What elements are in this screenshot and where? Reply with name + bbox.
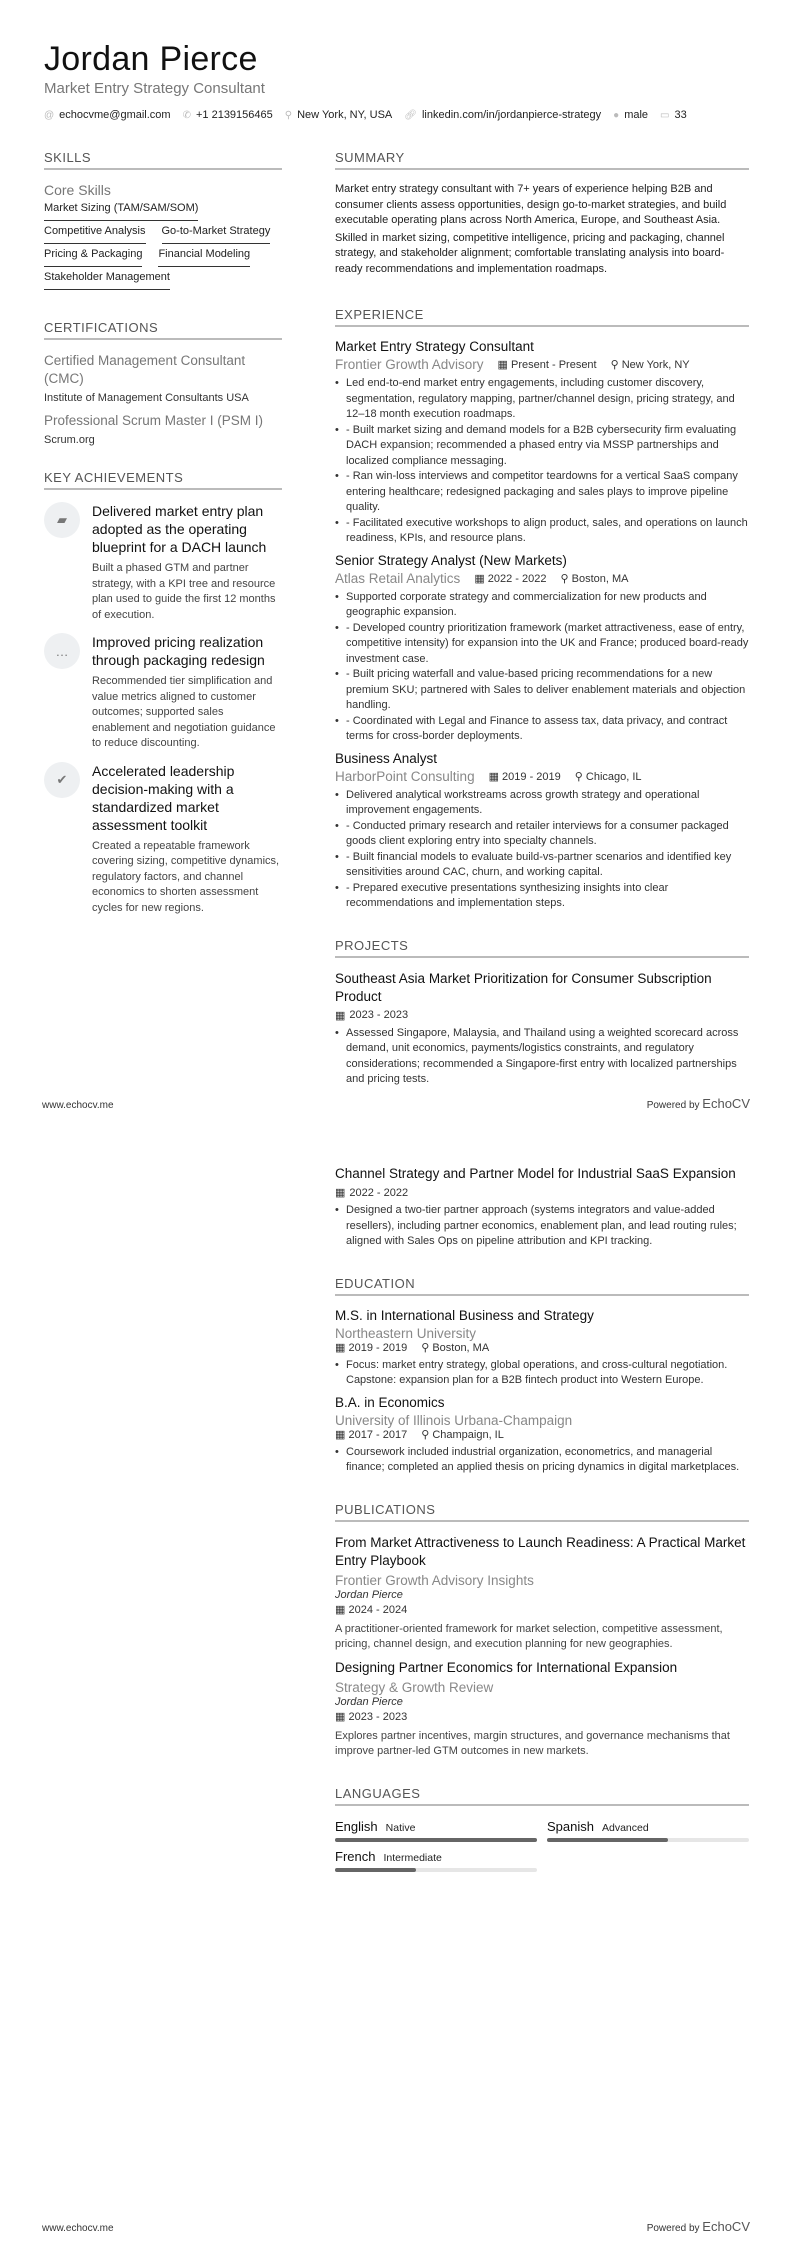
certification-name: Certified Management Consultant (CMC): [44, 353, 246, 386]
job-item: [335, 553, 749, 745]
bullet-list: [335, 1358, 749, 1389]
bullet-item: • - Built market sizing and demand models for a B2B cybersecurity firm evaluating DACH expansion; recommended a phased entry via MSSP partnerships and localized compliance messaging.: [335, 423, 749, 470]
contact-age: ▭ 33: [660, 109, 687, 121]
achievement-title: Delivered market entry plan adopted as the operating blueprint for a DACH launch: [92, 503, 267, 555]
education-item: [335, 1395, 749, 1476]
summary-text: Market entry strategy consultant with 7+ years of experience helping B2B and consumer clients assess opportunities, design go-to-market strategies, and build executable operating plans across North America, Europe, and Southeast Asia.: [335, 183, 727, 226]
project-item: [335, 970, 749, 1088]
language-item: [547, 1818, 749, 1842]
job-title: Business Analyst: [335, 750, 438, 766]
location: Champaign, IL: [432, 1428, 504, 1441]
achievements-heading: KEY ACHIEVEMENTS: [44, 470, 282, 490]
contact-row: [44, 109, 687, 121]
echocv-logo: EchoCV: [702, 2219, 750, 2234]
job-title: Market Entry Strategy Consultant: [335, 339, 534, 354]
location-icon: ⚲: [560, 572, 569, 585]
language-level: Native: [385, 1821, 416, 1834]
achievement-title: Improved pricing realization through packaging redesign: [92, 634, 265, 668]
bullet-item: • - Developed country prioritization framework (market attractiveness, ease of entry, competitive intensity) for expansion into the UK and France; produced board-ready investment case.: [335, 621, 749, 668]
degree: B.A. in Economics: [335, 1394, 445, 1410]
project-title: Channel Strategy and Partner Model for Industrial SaaS Expansion: [335, 1166, 736, 1181]
bullet-item: • Coursework included industrial organization, econometrics, and managerial finance; completed an applied thesis on pricing dynamics in digital marketplaces.: [335, 1445, 749, 1476]
footer-powered-by[interactable]: Powered by EchoCV: [646, 1096, 750, 1111]
meta-row: [335, 1710, 749, 1723]
summary-heading: SUMMARY: [335, 150, 749, 170]
calendar-icon: ▦: [335, 1009, 346, 1022]
skill-tag: Financial Modeling: [158, 248, 250, 267]
location-icon: ⚲: [284, 110, 293, 121]
achievement-desc: Built a phased GTM and partner strategy, with a KPI tree and resource plan used to guide the first 12 months of execution.: [92, 562, 276, 621]
company-name: HarborPoint Consulting: [335, 768, 475, 784]
footer-site-link[interactable]: www.echocv.me: [42, 2223, 114, 2234]
chat-icon: …: [44, 633, 80, 669]
project-item: [335, 1165, 749, 1250]
skill-tag: Market Sizing (TAM/SAM/SOM): [44, 202, 198, 221]
contact-email[interactable]: @ echocvme@gmail.com: [44, 109, 171, 121]
location-icon: ⚲: [421, 1428, 430, 1441]
contact-gender: ● male: [613, 109, 649, 121]
bullet-list: [335, 1445, 749, 1476]
certification-item: [44, 412, 282, 446]
skills-list: [44, 202, 282, 290]
language-level-fill: [335, 1838, 537, 1842]
publications-heading: PUBLICATIONS: [335, 1502, 749, 1522]
education-item: [335, 1308, 749, 1389]
bullet-item: • Supported corporate strategy and commercialization for new products and geographic expansion.: [335, 590, 749, 621]
job-title: Senior Strategy Analyst (New Markets): [335, 552, 567, 568]
calendar-icon: ▦: [497, 359, 508, 371]
achievement-item: [44, 762, 282, 917]
footer-site-link[interactable]: www.echocv.me: [42, 1100, 114, 1111]
calendar-icon: ▦: [335, 1603, 346, 1616]
at-icon: @: [44, 110, 55, 121]
phone-icon: ✆: [182, 110, 191, 121]
bullet-item: • Focus: market entry strategy, global operations, and cross-cultural negotiation. Capstone: expansion plan for a B2B fintech product into Western Europe.: [335, 1358, 749, 1389]
languages-list: [335, 1818, 749, 1872]
bullet-item: • - Facilitated executive workshops to align product, sales, and operations on launch readiness, KPIs, and resource plans.: [335, 516, 749, 547]
bullet-item: • - Prepared executive presentations synthesizing insights into clear recommendations and implementation steps.: [335, 881, 749, 912]
bullet-item: • - Conducted primary research and retailer interviews for a consumer packaged goods client exploring entry into specialty channels.: [335, 819, 749, 850]
dates: 2024 - 2024: [348, 1603, 408, 1616]
project-dates: 2022 - 2022: [349, 1186, 409, 1199]
echocv-logo: EchoCV: [702, 1096, 750, 1111]
company-name: Frontier Growth Advisory: [335, 357, 484, 372]
right-column-page-2: [335, 1165, 749, 1872]
project-bullet: • Designed a two-tier partner approach (systems integrators and value-added resellers), including partner economics, enablement plan, and lead routing rules; aligned with Sales Ops on pipeline attribution and KPI tracking.: [335, 1203, 749, 1250]
language-level-bar: [335, 1868, 537, 1872]
publication-author: Jordan Pierce: [335, 1588, 403, 1601]
certification-issuer: Scrum.org: [44, 434, 95, 446]
calendar-icon: ▭: [660, 110, 670, 121]
certification-item: [44, 352, 282, 404]
page-2: [0, 1123, 794, 2246]
calendar-icon: ▦: [474, 572, 485, 585]
skill-tag: Go-to-Market Strategy: [162, 225, 271, 244]
calendar-icon: ▦: [335, 1428, 346, 1441]
achievement-title: Accelerated leadership decision-making with a standardized market assessment toolkit: [92, 762, 235, 833]
project-title: Southeast Asia Market Prioritization for Consumer Subscription Product: [335, 970, 712, 1004]
location-icon: ⚲: [574, 770, 583, 783]
projects-heading: PROJECTS: [335, 938, 749, 958]
calendar-icon: ▦: [488, 770, 499, 783]
dates: 2017 - 2017: [348, 1428, 408, 1441]
certification-issuer: Institute of Management Consultants USA: [44, 392, 249, 404]
publication-item: [335, 1534, 749, 1653]
skills-group-title: Core Skills: [44, 182, 111, 198]
candidate-title: Market Entry Strategy Consultant: [44, 80, 265, 97]
calendar-icon: ▦: [335, 1341, 346, 1354]
language-level-bar: [547, 1838, 749, 1842]
location-icon: ⚲: [421, 1341, 430, 1354]
job-dates: 2022 - 2022: [487, 572, 547, 585]
language-item: [335, 1848, 537, 1872]
candidate-name: Jordan Pierce: [44, 40, 258, 78]
language-name: Spanish: [547, 1818, 594, 1834]
company-name: Atlas Retail Analytics: [335, 570, 461, 586]
bullet-item: • - Built pricing waterfall and value-based pricing recommendations for a new premium SKU; partnered with Sales to deliver enablement materials and objection handling.: [335, 667, 749, 714]
publisher: Strategy & Growth Review: [335, 1679, 494, 1695]
publication-author: Jordan Pierce: [335, 1695, 403, 1708]
school: University of Illinois Urbana-Champaign: [335, 1412, 573, 1428]
publisher: Frontier Growth Advisory Insights: [335, 1572, 534, 1588]
summary-text-2: Skilled in market sizing, competitive intelligence, pricing and packaging, channel strategy, and stakeholder alignment; comfortable translating analysis into board-ready recommendations and implementation roadmaps.: [335, 231, 725, 275]
dates: 2023 - 2023: [348, 1710, 408, 1723]
bullet-item: • Delivered analytical workstreams across growth strategy and operational improvement engagements.: [335, 788, 749, 819]
contact-location: ⚲ New York, NY, USA: [284, 109, 393, 121]
achievement-item: [44, 502, 282, 623]
skills-heading: SKILLS: [44, 150, 282, 170]
publication-desc: A practitioner-oriented framework for market selection, competitive assessment, pricing, channel design, and execution planning for new geographies.: [335, 1622, 723, 1650]
language-name: English: [335, 1818, 378, 1834]
location: Boston, MA: [432, 1341, 490, 1354]
achievement-item: [44, 633, 282, 752]
right-column: [335, 150, 749, 1094]
link-icon: 🔗︎: [404, 110, 417, 121]
skill-tag: Pricing & Packaging: [44, 248, 142, 267]
languages-heading: LANGUAGES: [335, 1786, 749, 1806]
bullet-list: [335, 376, 749, 547]
achievement-desc: Recommended tier simplification and value metrics aligned to customer outcomes; supported sales enablement and negotiation guidance to reduce discounting.: [92, 675, 276, 749]
job-dates: Present - Present: [511, 359, 597, 371]
calendar-icon: ▦: [335, 1187, 346, 1199]
job-dates: 2019 - 2019: [502, 770, 561, 783]
project-dates: 2023 - 2023: [349, 1009, 409, 1021]
calendar-icon: ▦: [335, 1710, 346, 1723]
education-heading: EDUCATION: [335, 1276, 749, 1296]
bullet-item: • - Coordinated with Legal and Finance to assess tax, data privacy, and contract terms for cross-border deployments.: [335, 714, 749, 745]
certification-name: Professional Scrum Master I (PSM I): [44, 413, 264, 428]
skill-tag: Competitive Analysis: [44, 225, 146, 244]
publication-title: Designing Partner Economics for International Expansion: [335, 1659, 678, 1675]
meta-row: [335, 1341, 749, 1354]
degree: M.S. in International Business and Strategy: [335, 1307, 594, 1323]
check-circle-icon: ✔: [44, 762, 80, 798]
bullet-item: • - Built financial models to evaluate build-vs-partner scenarios and identified key sensitivities around CAC, churn, and working capital.: [335, 850, 749, 881]
location-icon: ⚲: [610, 359, 619, 371]
meta-row: [335, 1428, 749, 1441]
publication-desc: Explores partner incentives, margin structures, and governance mechanisms that improve partner-led GTM outcomes in new markets.: [335, 1729, 730, 1757]
contact-linkedin[interactable]: 🔗︎ linkedin.com/in/jordanpierce-strategy: [404, 109, 602, 121]
contact-phone[interactable]: ✆ +1 2139156465: [182, 109, 273, 121]
skill-tag: Stakeholder Management: [44, 271, 170, 290]
left-column: [44, 150, 282, 926]
language-level-fill: [547, 1838, 668, 1842]
bullet-list: [335, 788, 749, 912]
language-level: Advanced: [601, 1821, 649, 1834]
bullet-list: [335, 590, 749, 745]
job-location: Boston, MA: [571, 572, 629, 585]
bullet-item: • - Ran win-loss interviews and competitor teardowns for a vertical SaaS company entering healthcare; redesigned packaging and sales plays to improve pipeline quality.: [335, 469, 749, 516]
job-item: [335, 751, 749, 912]
bullet-item: • Led end-to-end market entry engagements, including customer discovery, segmentation, regulatory mapping, partner/channel design, pricing strategy, and 12–18 month execution roadmaps.: [335, 376, 749, 423]
language-level-bar: [335, 1838, 537, 1842]
dates: 2019 - 2019: [348, 1341, 408, 1354]
language-item: [335, 1818, 537, 1842]
footer-powered-by[interactable]: Powered by EchoCV: [646, 2219, 750, 2234]
job-item: [335, 339, 749, 547]
meta-row: [335, 1603, 749, 1616]
job-location: New York, NY: [621, 359, 690, 371]
comment-icon: ▰: [44, 502, 80, 538]
language-name: French: [335, 1848, 376, 1864]
certifications-heading: CERTIFICATIONS: [44, 320, 282, 340]
achievement-desc: Created a repeatable framework covering sizing, competitive dynamics, regulatory factors, and channel economics to shorten assessment cycles for new regions.: [92, 839, 280, 914]
language-level-fill: [335, 1868, 416, 1872]
publication-title: From Market Attractiveness to Launch Readiness: A Practical Market Entry Playbook: [335, 1534, 746, 1568]
project-bullet: • Assessed Singapore, Malaysia, and Thailand using a weighted scorecard across demand, unit economics, payments/logistics constraints, and regulatory considerations; recommended a Singapore-first entry with localized partnerships and pricing tests.: [335, 1026, 749, 1088]
school: Northeastern University: [335, 1325, 477, 1341]
publication-item: [335, 1659, 749, 1760]
person-icon: ●: [613, 110, 620, 121]
job-location: Chicago, IL: [585, 770, 642, 783]
experience-heading: EXPERIENCE: [335, 307, 749, 327]
language-level: Intermediate: [383, 1851, 442, 1864]
